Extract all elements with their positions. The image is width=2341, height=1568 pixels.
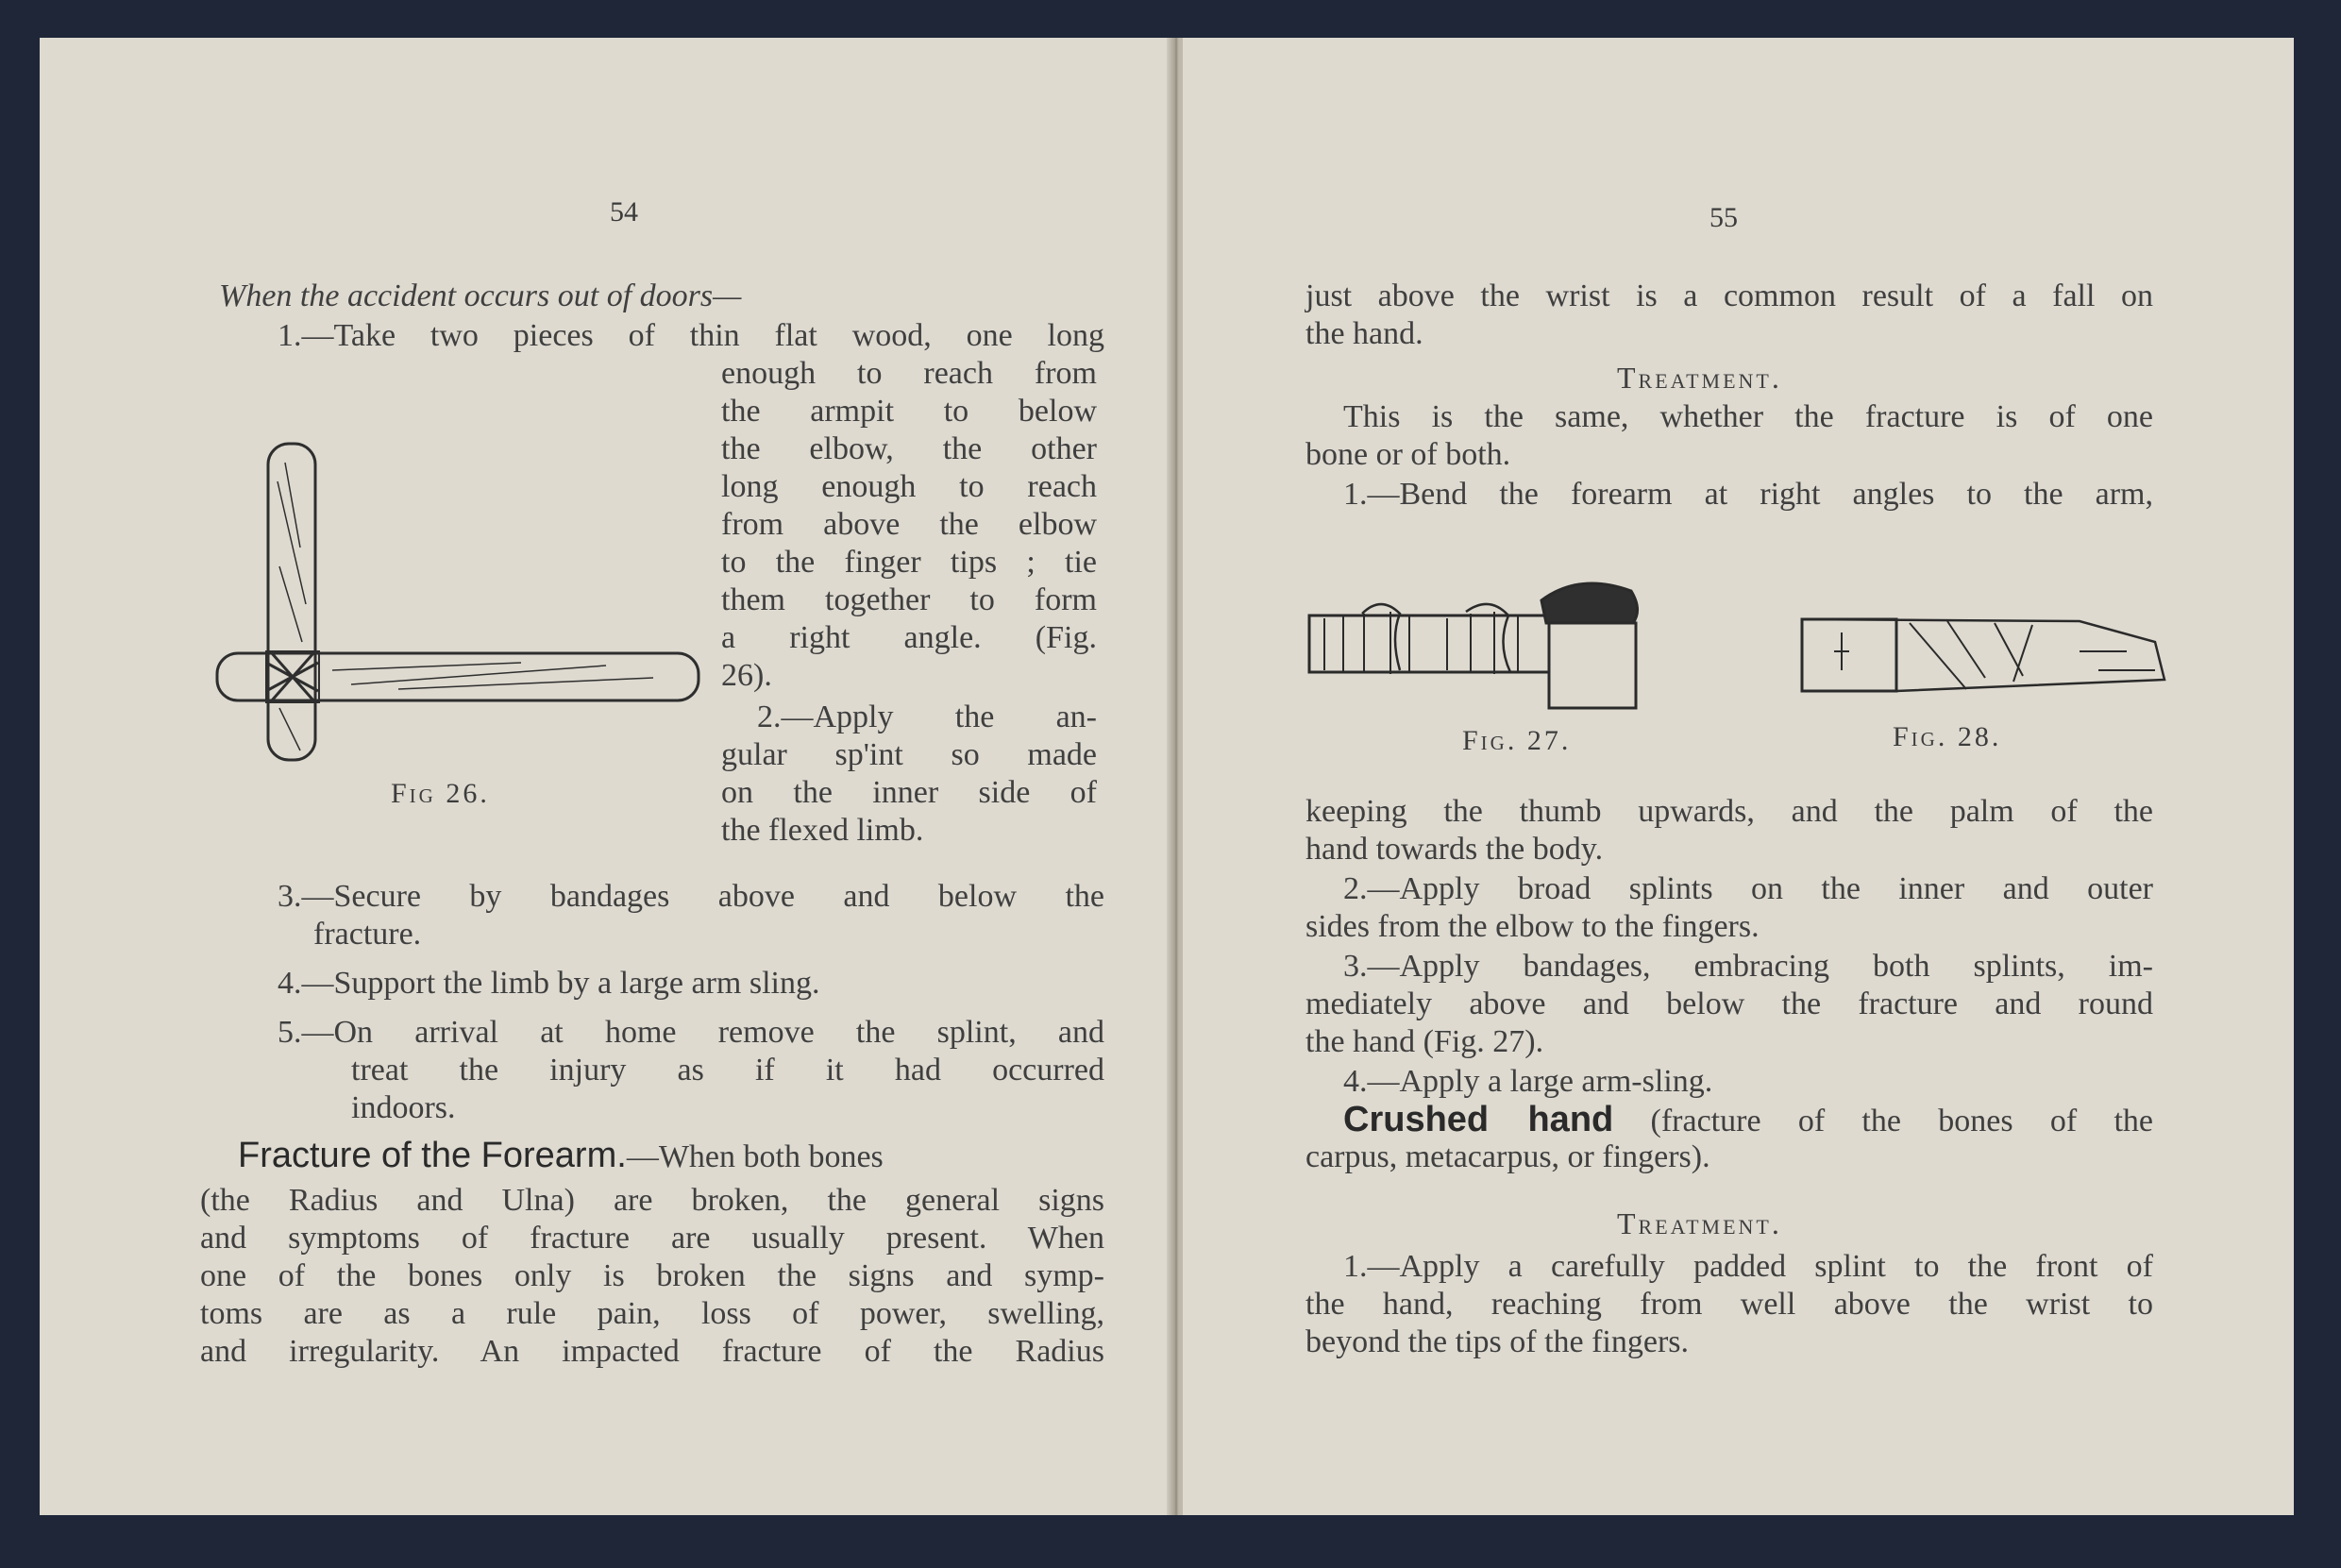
treatment-line: This is the same, whether the fracture is of one xyxy=(1343,399,2153,434)
step-3-line: mediately above and below the fracture and round xyxy=(1305,986,2153,1021)
step-5-line: treat the injury as if it had occurred xyxy=(351,1053,1104,1087)
right-page xyxy=(1180,38,2294,1515)
step-2-line: on the inner side of xyxy=(721,775,1097,810)
step-1-line: long enough to reach xyxy=(721,469,1097,504)
treatment-2-line: beyond the tips of the fingers. xyxy=(1305,1324,1690,1359)
forearm-paragraph-first-line xyxy=(238,1137,884,1176)
crushed-hand-first-line xyxy=(1343,1101,2153,1140)
step-3-line: 3.—Apply bandages, embracing both splints, im- xyxy=(1343,949,2153,984)
page-number-right: 55 xyxy=(1709,202,1738,233)
step-1-line: enough to reach from xyxy=(721,356,1097,391)
step-1-line: from above the elbow xyxy=(721,507,1097,542)
step-1-line: to the finger tips ; tie xyxy=(721,545,1097,580)
forearm-paragraph-text: —When both bones xyxy=(626,1139,884,1174)
fracture-of-forearm-heading: Fracture of the Forearm. xyxy=(238,1136,627,1175)
page-number-left: 54 xyxy=(610,196,638,228)
step-2-line: 2.—Apply broad splints on the inner and outer xyxy=(1343,871,2153,906)
treatment-heading-1: Treatment. xyxy=(1617,361,1782,395)
fig-26-splint-illustration xyxy=(210,415,738,774)
intro-line: When the accident occurs out of doors— xyxy=(219,278,742,313)
forearm-paragraph-line: and symptoms of fracture are usually present. When xyxy=(200,1221,1104,1256)
treatment-2-line: 1.—Apply a carefully padded splint to the front of xyxy=(1343,1249,2153,1284)
treatment-heading-2: Treatment. xyxy=(1617,1206,1782,1240)
step-1-line: the elbow, the other xyxy=(721,431,1097,466)
forearm-paragraph-line: one of the bones only is broken the signs and symp- xyxy=(200,1258,1104,1293)
forearm-paragraph-line: (the Radius and Ulna) are broken, the general signs xyxy=(200,1183,1104,1218)
continuation-line: the hand. xyxy=(1305,316,1423,351)
crushed-hand-text: (fracture of the bones of the xyxy=(1613,1104,2153,1138)
treatment-2-line: the hand, reaching from well above the wrist to xyxy=(1305,1287,2153,1322)
fig-28-caption: Fig. 28. xyxy=(1893,721,2002,752)
step-1-first-line: 1.—Take two pieces of thin flat wood, one long xyxy=(278,318,1104,353)
step-4-line: 4.—Apply a large arm-sling. xyxy=(1343,1064,1713,1099)
fig-26-caption: Fig 26. xyxy=(391,778,490,809)
treatment-line: bone or of both. xyxy=(1305,437,1511,472)
crushed-hand-line: carpus, metacarpus, or fingers). xyxy=(1305,1139,1710,1174)
step-2-line: gular sp'int so made xyxy=(721,737,1097,772)
step-1-line: them together to form xyxy=(721,582,1097,617)
step-2-line: 2.—Apply the an- xyxy=(757,700,1097,734)
step-1-line: a right angle. (Fig. xyxy=(721,620,1097,655)
step-2-line: the flexed limb. xyxy=(721,813,924,848)
step-4-line: 4.—Support the limb by a large arm sling. xyxy=(278,966,820,1001)
step-1-line: the armpit to below xyxy=(721,394,1097,429)
step-1-line: 26). xyxy=(721,658,772,693)
forearm-paragraph-line: toms are as a rule pain, loss of power, swelling, xyxy=(200,1296,1104,1331)
forearm-paragraph-line: and irregularity. An impacted fracture of the Radius xyxy=(200,1334,1104,1369)
keeping-line: keeping the thumb upwards, and the palm of the xyxy=(1305,794,2153,829)
step-5-line: indoors. xyxy=(351,1090,456,1125)
step-2-line: sides from the elbow to the fingers. xyxy=(1305,909,1760,944)
step-3-line: 3.—Secure by bandages above and below the xyxy=(278,879,1104,914)
step-3-line: fracture. xyxy=(313,917,422,952)
keeping-line: hand towards the body. xyxy=(1305,832,1604,867)
crushed-hand-heading: Crushed hand xyxy=(1343,1100,1614,1139)
step-3-line: the hand (Fig. 27). xyxy=(1305,1024,1544,1059)
step-5-line: 5.—On arrival at home remove the splint, and xyxy=(278,1015,1104,1050)
treatment-step-1: 1.—Bend the forearm at right angles to the arm, xyxy=(1343,477,2153,512)
fig-27-bandaged-hand-illustration xyxy=(1305,566,1702,717)
left-page xyxy=(40,38,1174,1515)
fig-27-caption: Fig. 27. xyxy=(1462,725,1572,756)
fig-28-hand-on-splint-illustration xyxy=(1796,595,2174,708)
continuation-line: just above the wrist is a common result of a fall on xyxy=(1305,278,2153,313)
